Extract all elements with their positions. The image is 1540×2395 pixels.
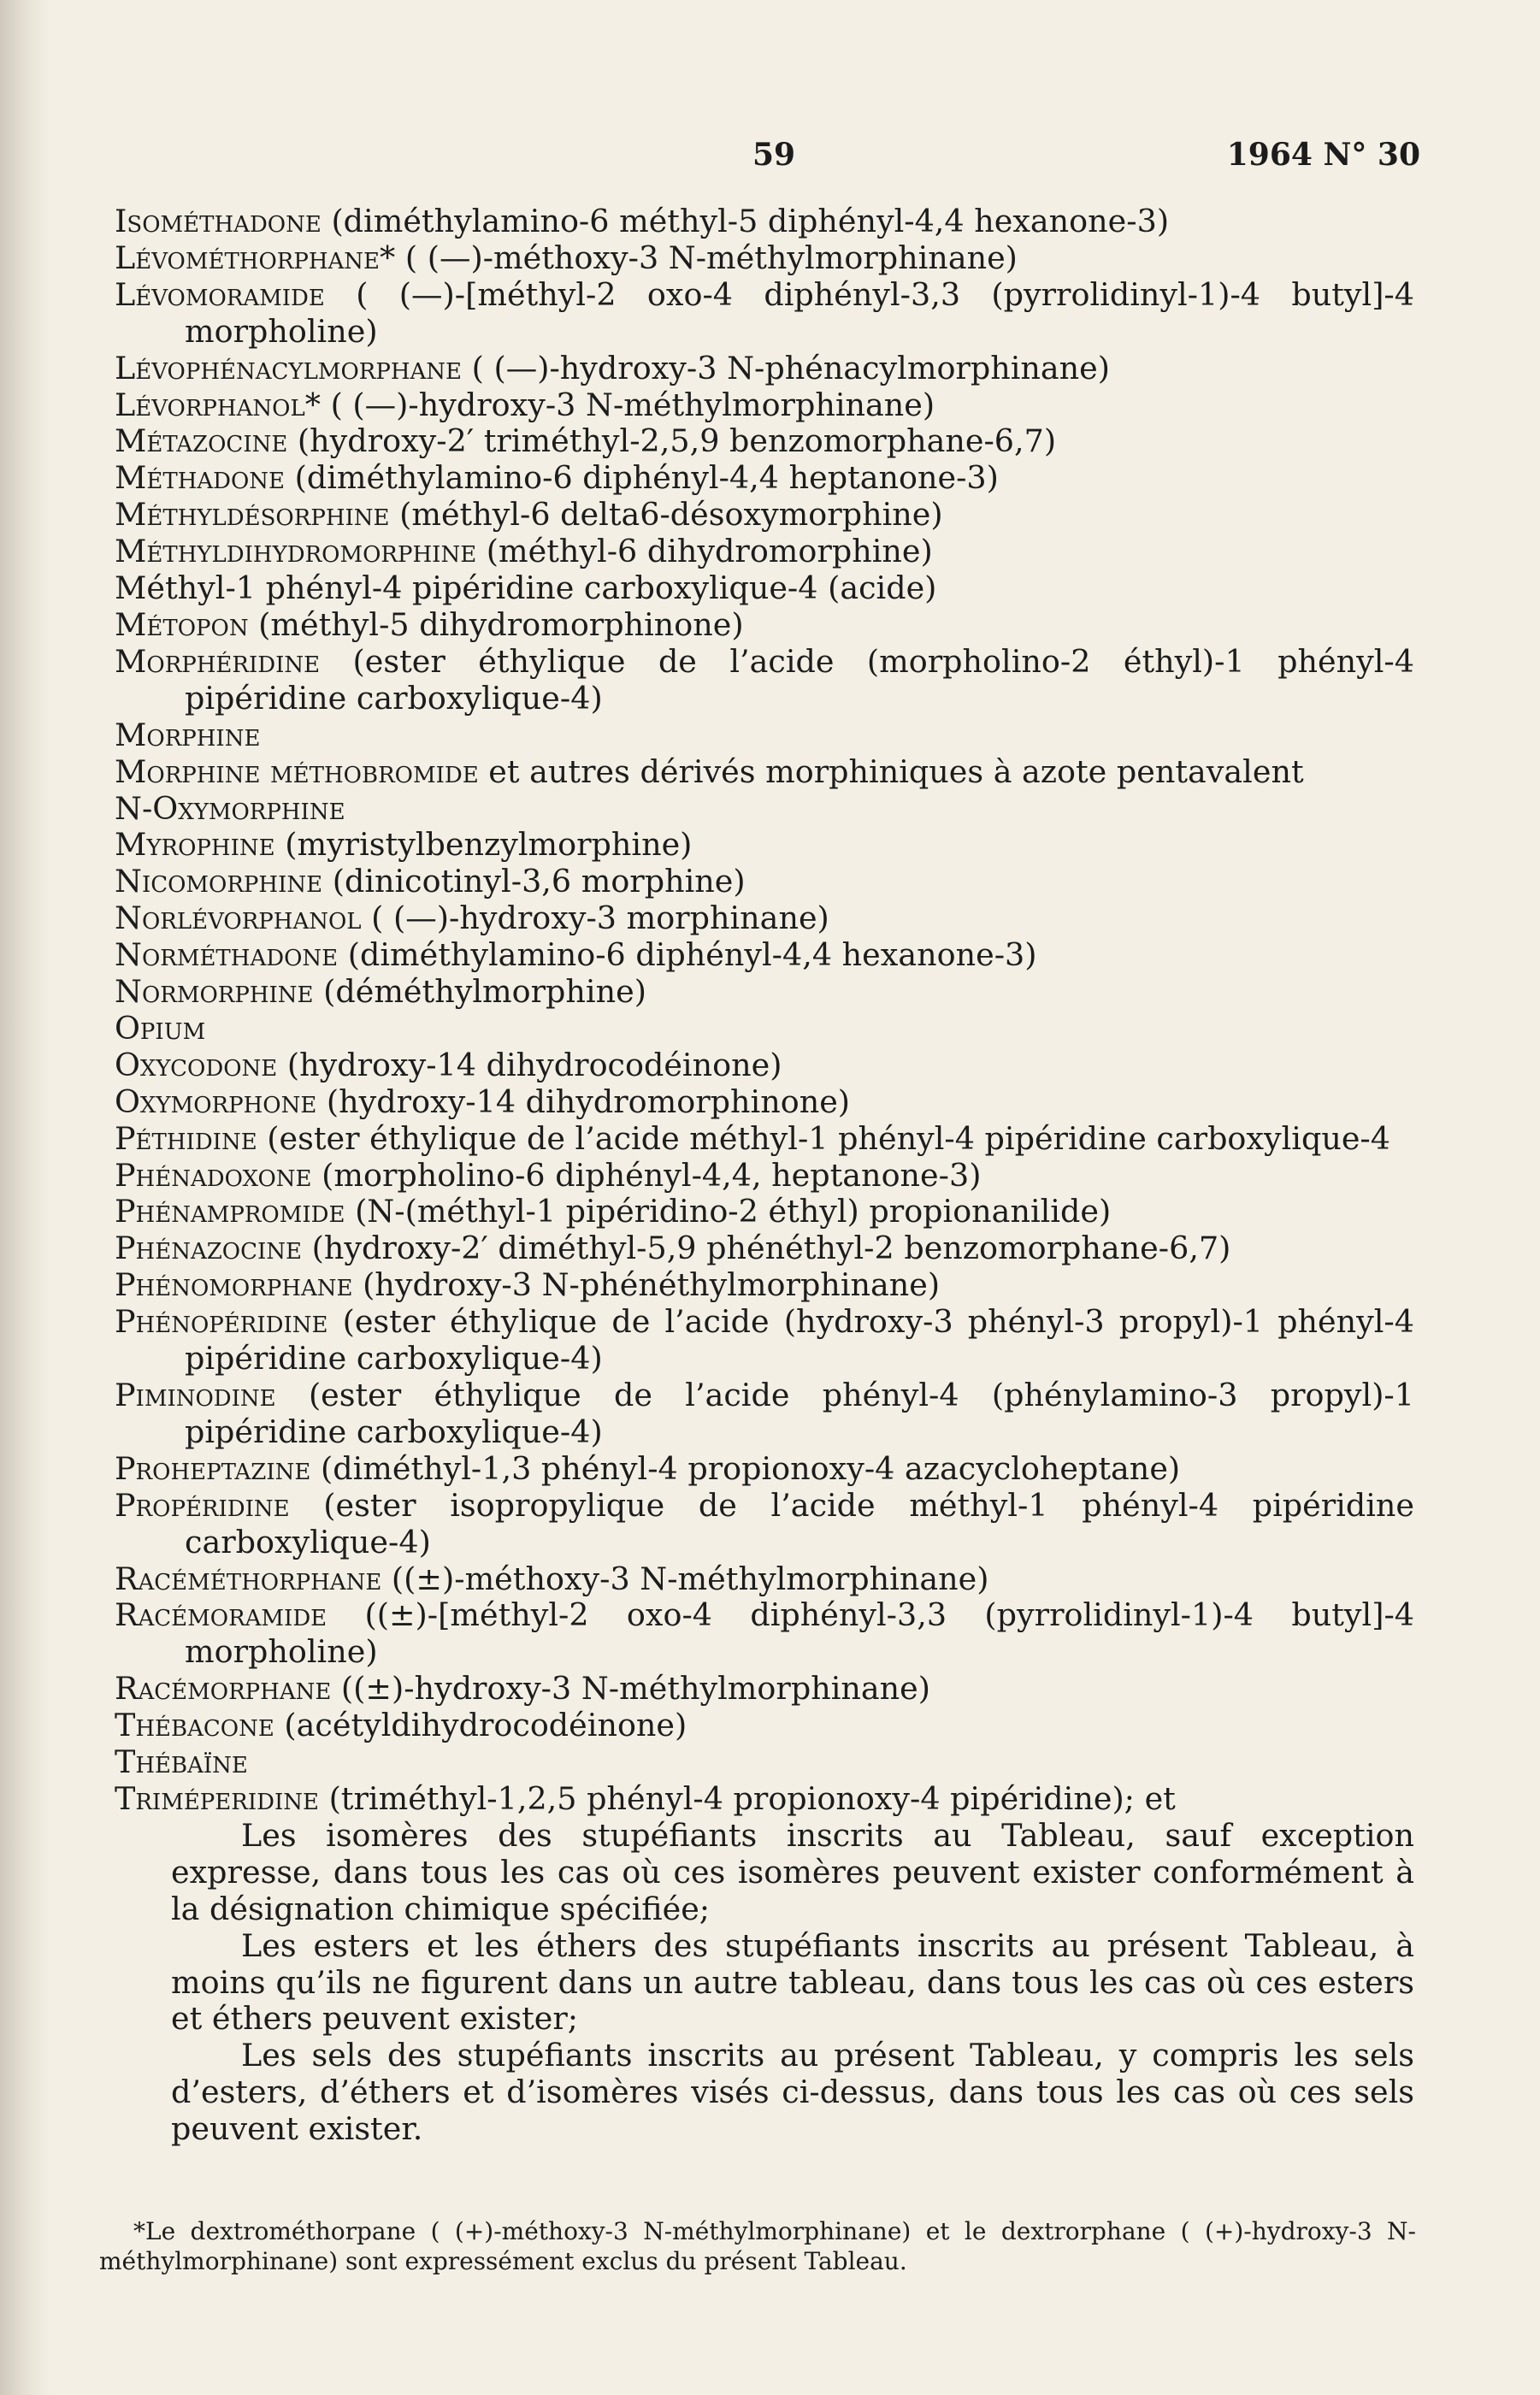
substance-entry bbox=[115, 387, 1414, 424]
substance-entry bbox=[115, 1781, 1414, 1818]
substance-name: Méthadone bbox=[115, 459, 286, 497]
substance-entry bbox=[115, 1377, 1414, 1451]
substance-name: Racéméthorphane bbox=[115, 1560, 382, 1597]
substance-name: Lévorphanol* bbox=[115, 386, 321, 423]
substance-entry bbox=[115, 644, 1414, 717]
substance-entry bbox=[115, 497, 1414, 534]
substance-entry bbox=[115, 1084, 1414, 1121]
substance-entry bbox=[115, 754, 1414, 791]
substance-name: Phénadoxone bbox=[115, 1156, 312, 1194]
substance-entry bbox=[115, 1230, 1414, 1267]
substance-entry bbox=[115, 460, 1414, 497]
substance-description: (diméthyl-1,3 phényl-4 propionoxy-4 azacycloheptane) bbox=[310, 1449, 1181, 1487]
substance-entry bbox=[115, 1267, 1414, 1304]
substance-name: Morphéridine bbox=[115, 642, 321, 680]
substance-description: (triméthyl-1,2,5 phényl-4 propionoxy-4 pipéridine); et bbox=[318, 1779, 1176, 1817]
substance-description: (diméthylamino-6 diphényl-4,4 hexanone-3) bbox=[338, 936, 1037, 974]
substance-name: Lévophénacylmorphane bbox=[115, 349, 463, 386]
substance-description: (méthyl-5 dihydromorphinone) bbox=[248, 605, 744, 643]
closing-paragraphs bbox=[115, 1818, 1414, 2148]
substance-name: Myrophine bbox=[115, 826, 275, 864]
substance-description: (ester éthylique de l’acide méthyl-1 phényl-4 pipéridine carboxylique-4 bbox=[257, 1119, 1390, 1157]
substance-entry bbox=[115, 204, 1414, 240]
substance-description: et autres dérivés morphiniques à azote pentavalent bbox=[478, 752, 1304, 790]
substance-name: Norlévorphanol bbox=[115, 900, 362, 937]
substance-description: (dinicotinyl-3,6 morphine) bbox=[322, 863, 746, 900]
substance-entry bbox=[115, 1121, 1414, 1158]
substance-entry bbox=[115, 1158, 1414, 1195]
substance-entry bbox=[115, 1597, 1414, 1671]
substance-entry bbox=[115, 1047, 1414, 1084]
substance-list bbox=[115, 204, 1414, 1818]
substance-name: Phénampromide bbox=[115, 1193, 345, 1230]
substance-entry bbox=[115, 1561, 1414, 1598]
substance-name: Propéridine bbox=[115, 1486, 290, 1524]
page-binding-shadow bbox=[0, 0, 50, 2395]
substance-description: (morpholino-6 diphényl-4,4, heptanone-3) bbox=[311, 1156, 982, 1194]
substance-name: Phénopéridine bbox=[115, 1303, 328, 1341]
substance-entry bbox=[115, 900, 1414, 937]
substance-description: Méthyl-1 phényl-4 pipéridine carboxylique-4 (acide) bbox=[115, 569, 937, 607]
substance-description: (myristylbenzylmorphine) bbox=[274, 826, 693, 864]
substance-description: ( (—)-hydroxy-3 morphinane) bbox=[361, 900, 829, 937]
substance-name: Péthidine bbox=[115, 1119, 257, 1157]
substance-name: Lévométhorphane* bbox=[115, 239, 396, 276]
substance-description: (hydroxy-3 N-phénéthylmorphinane) bbox=[352, 1266, 941, 1304]
substance-description: (acétyldihydrocodéinone) bbox=[274, 1707, 687, 1744]
substance-description: ( (—)-hydroxy-3 N-phénacylmorphinane) bbox=[462, 349, 1111, 386]
substance-entry bbox=[115, 423, 1414, 460]
substance-entry bbox=[115, 1011, 1414, 1047]
substance-entry bbox=[115, 827, 1414, 864]
substance-name: Racémorphane bbox=[115, 1670, 332, 1708]
substance-entry bbox=[115, 240, 1414, 277]
substance-description: (diméthylamino-6 méthyl-5 diphényl-4,4 hexanone-3) bbox=[321, 203, 1170, 239]
substance-description: (hydroxy-14 dihydromorphinone) bbox=[316, 1082, 851, 1120]
closing-paragraph: Les sels des stupéfiants inscrits au présent Tableau, y compris les sels d’esters, d’éthers et d’isomères visés ci-dessus, dans tous les cas où ces sels peuvent exister. bbox=[171, 2037, 1414, 2148]
substance-name: Racémoramide bbox=[115, 1596, 327, 1634]
substance-name: Normorphine bbox=[115, 973, 314, 1011]
substance-description: (déméthylmorphine) bbox=[313, 973, 646, 1011]
substance-entry bbox=[115, 607, 1414, 644]
substance-entry bbox=[115, 1708, 1414, 1744]
substance-name: Morphine bbox=[115, 716, 261, 753]
page-body bbox=[115, 204, 1414, 2148]
substance-name: Norméthadone bbox=[115, 936, 339, 974]
substance-name: Métopon bbox=[115, 605, 249, 643]
substance-name: Oxymorphone bbox=[115, 1082, 317, 1120]
substance-entry bbox=[115, 277, 1414, 351]
closing-paragraph: Les esters et les éthers des stupéfiants inscrits au présent Tableau, à moins qu’ils ne figurent dans un autre tableau, dans tous les cas où ces esters et éthers peuvent exister; bbox=[171, 1926, 1414, 2038]
substance-name: Oxycodone bbox=[115, 1046, 278, 1083]
substance-description: ( (—)-méthoxy-3 N-méthylmorphinane) bbox=[395, 239, 1018, 276]
substance-entry bbox=[115, 937, 1414, 974]
substance-description: ( (—)-hydroxy-3 N-méthylmorphinane) bbox=[320, 386, 935, 423]
substance-name: Morphine méthobromide bbox=[115, 752, 479, 790]
substance-name: Lévomoramide bbox=[115, 275, 325, 313]
substance-name: Méthyldésorphine bbox=[115, 496, 390, 534]
substance-entry bbox=[115, 1488, 1414, 1561]
substance-name: Opium bbox=[115, 1009, 206, 1047]
substance-name: N-Oxymorphine bbox=[115, 789, 345, 827]
substance-description: (méthyl-6 dihydromorphine) bbox=[476, 533, 933, 570]
substance-name: Triméperidine bbox=[115, 1779, 319, 1817]
substance-entry bbox=[115, 1744, 1414, 1781]
substance-name: Phénomorphane bbox=[115, 1266, 353, 1304]
substance-entry bbox=[115, 1671, 1414, 1708]
substance-entry bbox=[115, 974, 1414, 1011]
substance-description: ((±)-hydroxy-3 N-méthylmorphinane) bbox=[331, 1670, 930, 1708]
substance-name: Thébacone bbox=[115, 1707, 274, 1744]
substance-description: ((±)-méthoxy-3 N-méthylmorphinane) bbox=[381, 1560, 989, 1597]
substance-description: (hydroxy-14 dihydrocodéinone) bbox=[277, 1046, 782, 1083]
substance-description: ( (—)-[méthyl-2 oxo-4 diphényl-3,3 (pyrrolidinyl-1)-4 butyl]-4 morpholine) bbox=[185, 275, 1414, 350]
substance-name: Méthyldihydromorphine bbox=[115, 533, 477, 570]
substance-description: (méthyl-6 delta6-désoxymorphine) bbox=[389, 496, 943, 534]
substance-entry bbox=[115, 351, 1414, 387]
substance-name: Phénazocine bbox=[115, 1230, 303, 1267]
substance-entry bbox=[115, 570, 1414, 607]
substance-name: Proheptazine bbox=[115, 1449, 311, 1487]
substance-description: (ester éthylique de l’acide (hydroxy-3 phényl-3 propyl)-1 phényl-4 pipéridine carboxylique-4) bbox=[185, 1303, 1414, 1377]
substance-name: Thébaïne bbox=[115, 1743, 248, 1781]
substance-description: (hydroxy-2′ diméthyl-5,9 phénéthyl-2 benzomorphane-6,7) bbox=[302, 1230, 1231, 1267]
substance-name: Piminodine bbox=[115, 1377, 276, 1413]
substance-entry bbox=[115, 864, 1414, 900]
substance-description: (hydroxy-2′ triméthyl-2,5,9 benzomorphane-6,7) bbox=[287, 422, 1057, 460]
substance-entry bbox=[115, 534, 1414, 570]
footnote: *Le dextrométhorpane ( (+)-méthoxy-3 N-méthylmorphinane) et le dextrorphane ( (+)-hydroxy-3 N-méthylmorphinane) sont expressément exclus du présent Tableau. bbox=[99, 2217, 1416, 2275]
substance-entry bbox=[115, 1304, 1414, 1377]
closing-paragraph: Les isomères des stupéfiants inscrits au Tableau, sauf exception expresse, dans tous les cas où ces isomères peuvent exister conformément à la désignation chimique spécifiée; bbox=[171, 1816, 1414, 1927]
substance-entry bbox=[115, 1451, 1414, 1488]
page-header bbox=[0, 137, 1540, 188]
page-number: 59 bbox=[752, 137, 796, 173]
substance-description: (ester éthylique de l’acide (morpholino-2 éthyl)-1 phényl-4 pipéridine carboxylique-4) bbox=[185, 642, 1414, 717]
substance-description: (ester éthylique de l’acide phényl-4 (phénylamino-3 propyl)-1 pipéridine carboxylique-4) bbox=[185, 1377, 1414, 1450]
substance-description: (ester isopropylique de l’acide méthyl-1 phényl-4 pipéridine carboxylique-4) bbox=[185, 1486, 1414, 1560]
substance-entry bbox=[115, 717, 1414, 754]
substance-description: (diméthylamino-6 diphényl-4,4 heptanone-3) bbox=[285, 459, 999, 497]
substance-entry bbox=[115, 791, 1414, 828]
issue-number: 1964 N° 30 bbox=[1226, 137, 1420, 173]
substance-entry bbox=[115, 1194, 1414, 1230]
substance-description: ((±)-[méthyl-2 oxo-4 diphényl-3,3 (pyrrolidinyl-1)-4 butyl]-4 morpholine) bbox=[185, 1596, 1414, 1671]
substance-name: Métazocine bbox=[115, 422, 288, 460]
substance-name: Isométhadone bbox=[115, 203, 322, 239]
substance-description: (N-(méthyl-1 pipéridino-2 éthyl) propionanilide) bbox=[345, 1193, 1112, 1230]
substance-name: Nicomorphine bbox=[115, 863, 323, 900]
